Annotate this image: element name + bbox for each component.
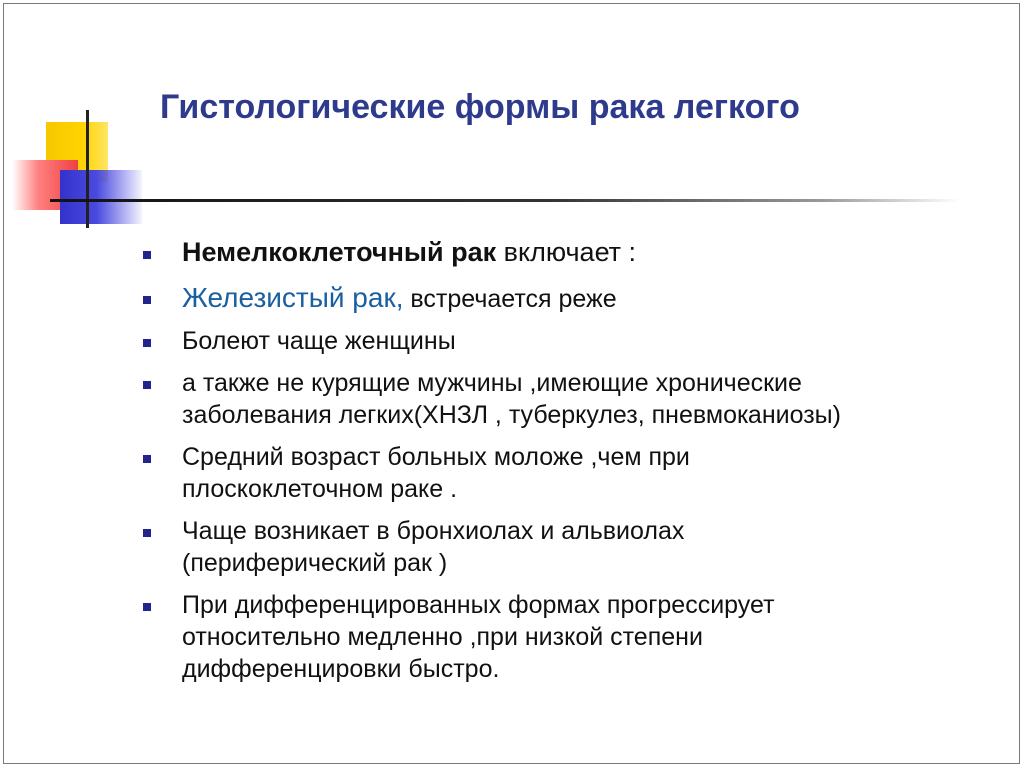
item-text: Болеют чаще женщины [182, 327, 456, 355]
bullet-icon [143, 603, 151, 611]
vertical-line [86, 110, 89, 228]
item-bold-text: Немелкоклеточный рак [182, 237, 497, 267]
item-line: Средний возраст больных моложе ,чем при [182, 443, 690, 471]
bullet-list [140, 236, 980, 695]
slide-title: Гистологические формы рака легкого [160, 88, 800, 126]
list-item [140, 515, 980, 579]
list-item [140, 441, 980, 505]
item-highlight-text: Железистый рак, [182, 282, 404, 313]
item-line: дифференцировки быстро. [182, 655, 500, 683]
item-text: включает : [496, 237, 637, 267]
item-line: плоскоклеточном раке . [182, 475, 458, 503]
item-line: Чаще возникает в бронхиолах и альвиолах [182, 517, 685, 545]
item-line: заболевания легких(ХНЗЛ , туберкулез, пневмокaниозы) [182, 401, 841, 429]
bullet-icon [143, 381, 151, 389]
list-item [140, 367, 980, 431]
item-line: а также не курящие мужчины ,имеющие хронические [182, 369, 802, 397]
item-line: При дифференцированных формах прогрессирует [182, 591, 775, 619]
bullet-icon [143, 529, 151, 537]
list-item [140, 282, 980, 315]
decorative-logo [0, 0, 140, 240]
item-line: относительно медленно ,при низкой степени [182, 623, 703, 651]
blue-square [60, 170, 142, 224]
bullet-icon [143, 339, 151, 347]
title-underline [50, 199, 960, 202]
list-item [140, 589, 980, 685]
bullet-icon [143, 455, 151, 463]
bullet-icon [143, 296, 151, 304]
list-item [140, 325, 980, 357]
item-text: встречается реже [403, 285, 617, 313]
list-item [140, 236, 980, 268]
bullet-icon [143, 251, 151, 259]
item-line: (периферический рак ) [182, 549, 448, 577]
